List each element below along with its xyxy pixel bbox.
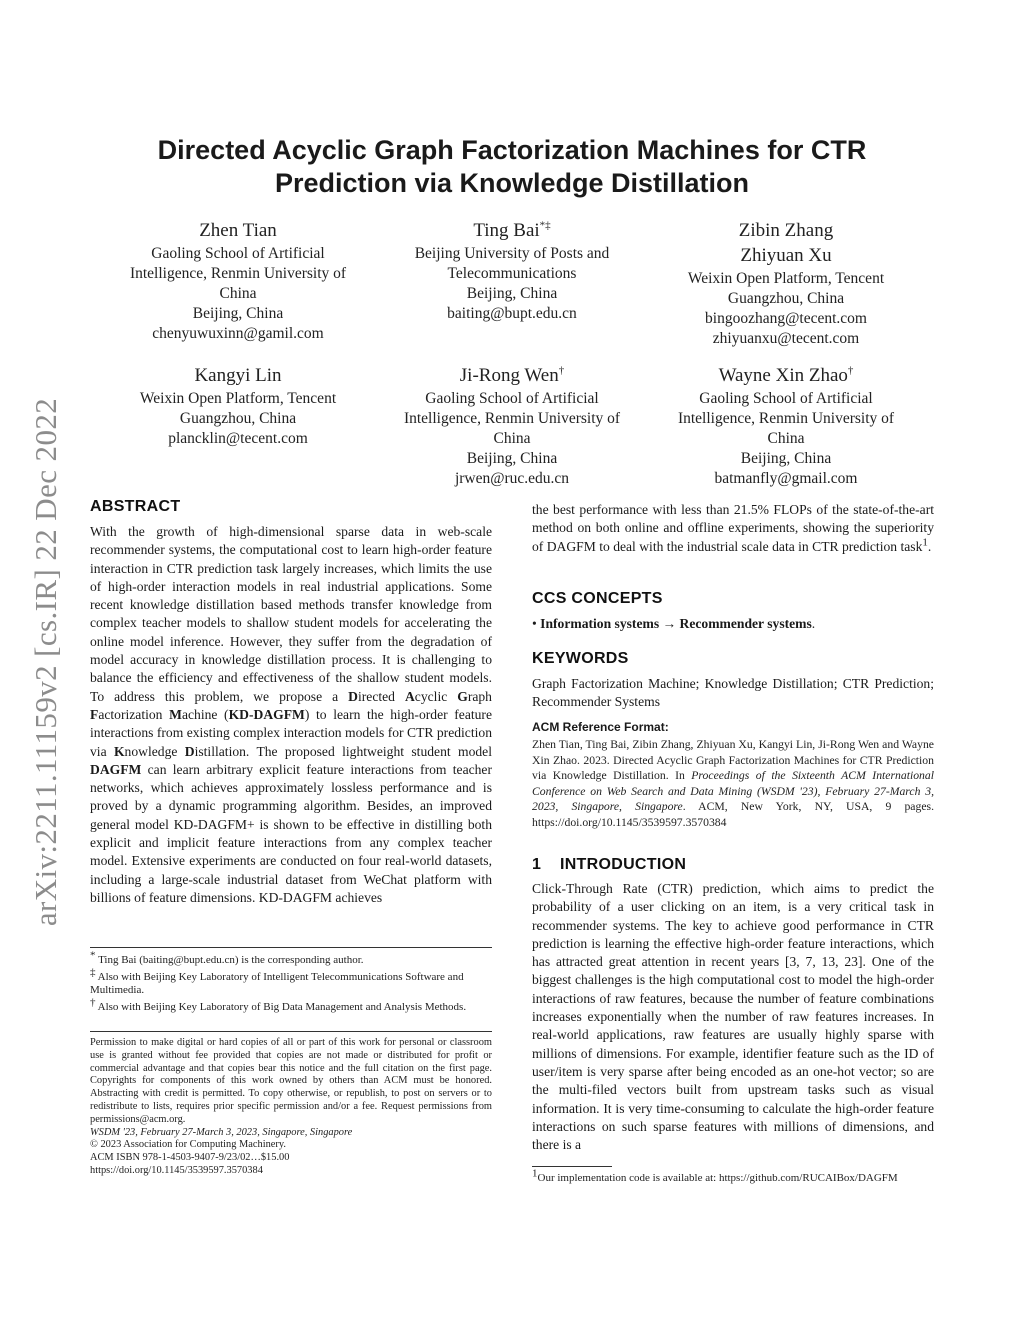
author-affiliation: Weixin Open Platform, Tencent — [687, 270, 885, 287]
author-affiliation: Weixin Open Platform, Tencent — [139, 390, 337, 407]
author-location: Guangzhou, China — [179, 410, 297, 427]
author-affiliation: Intelligence, Renmin University of — [129, 265, 347, 282]
footnote-ref[interactable]: 1 — [922, 536, 928, 549]
abstract-continued: the best performance with less than 21.5% FLOPs of the state-of-the-art method on both online and offline experiments, showing the superiority of DAGFM to deal with the industrial scale data in CTR prediction task$^1$. — [532, 502, 934, 554]
author-block — [652, 364, 920, 489]
author-block — [104, 364, 372, 449]
acm-ref-heading: ACM Reference Format: — [532, 720, 669, 734]
title-line-1: Directed Acyclic Graph Factorization Machines for CTR — [157, 135, 867, 165]
intro-heading — [532, 856, 686, 874]
author-name: Kangyi Lin — [194, 365, 282, 386]
author-email: batmanfly@gmail.com — [714, 470, 858, 487]
footnote-divider — [90, 947, 492, 948]
author-block — [378, 219, 646, 324]
impl-footnote: $^1$Our implementation code is available at: https://github.com/RUCAIBox/DAGFM — [532, 1167, 898, 1184]
author-name: Zibin Zhang — [738, 220, 834, 241]
author-email: jrwen@ruc.edu.cn — [454, 470, 570, 487]
author-affiliation: Telecommunications — [447, 265, 577, 282]
footnote-divider — [532, 1166, 612, 1167]
permission-text: Permission to make digital or hard copies of all or part of this work for personal or classroom use is granted without fee provided that copies are not made or distributed for profit or commercial advantage and that copies bear this notice and the full citation on the first page. Copyrights for components of this work owned by others than ACM must be honored. Abstracting with credit is permitted. To copy otherwise, or republish, to post on servers or to redistribute to lists, requires prior specific permission and/or a fee. Request permissions from permissions@acm.org. — [90, 1037, 492, 1125]
permission-block — [90, 1037, 492, 1178]
conference-venue: WSDM '23, February 27-March 3, 2023, Singapore, Singapore — [90, 1126, 353, 1138]
author-location: Beijing, China — [740, 450, 832, 467]
author-name: Zhiyuan Xu — [740, 245, 832, 266]
author-location: Beijing, China — [192, 305, 284, 322]
ccs-concepts: • Information systems → Recommender systems. — [532, 616, 816, 631]
copyright: © 2023 Association for Computing Machinery. — [90, 1139, 286, 1151]
author-email: zhiyuanxu@tecent.com — [712, 330, 860, 347]
footnote-item: † Also with Beijing Key Laboratory of Big Data Management and Analysis Methods. — [90, 995, 467, 1013]
author-name: Zhen Tian — [199, 220, 277, 241]
author-name: Ting Bai — [473, 220, 540, 241]
author-email: plancklin@tecent.com — [168, 430, 308, 447]
author-affiliation: Gaoling School of Artificial — [151, 245, 325, 262]
section-number: 1 — [532, 856, 542, 873]
footnote-item: * Ting Bai (baiting@bupt.edu.cn) is the corresponding author. — [90, 949, 364, 966]
abstract-heading: ABSTRACT — [90, 498, 181, 515]
ccs-heading: CCS CONCEPTS — [532, 590, 663, 607]
author-affiliation: Intelligence, Renmin University of — [403, 410, 621, 427]
author-email: baiting@bupt.edu.cn — [447, 305, 577, 322]
author-affiliation: Gaoling School of Artificial — [425, 390, 599, 407]
title-line-2: Prediction via Knowledge Distillation — [274, 168, 750, 198]
keywords-text: Graph Factorization Machine; Knowledge Distillation; CTR Prediction; Recommender Systems — [532, 676, 934, 710]
arxiv-identifier: arXiv:2211.11159v2 [cs.IR] 22 Dec 2022 — [28, 397, 63, 927]
abstract-text: With the growth of high-dimensional sparse data in web-scale recommender systems, the computational cost to learn high-order feature interaction in CTR prediction task largely increases, which limits the use of high-order interaction models in real industrial applications. Some recent knowledge distillation based methods transfer knowledge from complex teacher models to shallow student models for accelerating the online model inference. However, they suffer from the degradation of model accuracy in knowledge distillation process. It is challenging to balance the efficiency and effectiveness of the shallow student models. To address this problem, we propose a Directed Acyclic Graph Factorization Machine (KD-DAGFM) to learn the high-order feature interactions from existing complex interaction models for CTR prediction via Knowledge Distillation. The proposed lightweight student model DAGFM can learn arbitrary explicit feature interactions from teacher networks, which achieves approximately lossless performance and is proved by a dynamic programming algorithm. Besides, an improved general model KD-DAGFM+ is shown to be effective in distilling both explicit and implicit feature interactions from any complex teacher model. Extensive experiments are conducted on four real-world datasets, including a large-scale industrial dataset from WeChat platform with billions of feature dimensions. KD-DAGFM achieves — [90, 524, 492, 905]
author-footnote-mark: † — [558, 364, 565, 377]
section-title: INTRODUCTION — [559, 856, 687, 873]
author-email: chenyuwuxinn@gamil.com — [152, 325, 324, 342]
doi-link[interactable]: https://doi.org/10.1145/3539597.3570384 — [90, 1164, 263, 1176]
intro-text: Click-Through Rate (CTR) prediction, which aims to predict the probability of a user clicking on an item, is a very critical task in recommender systems. The key to achieve good performance in CTR prediction is learning the effective high-order feature interactions, which has attracted great attention in recent years [3, 7, 13, 23]. One of the biggest challenges is the high computational cost to model the high-order interactions of raw features, because the number of feature combinations increases exponentially when the number of raw features increases. In real-world applications, raw features are usually highly sparse with millions of dimensions. For example, identifier feature such as the ID of user/item is very sparse after being encoded as an one-hot vector; so are the multi-filed vectors built from upstream tasks such as visual information. It is very time-consuming to calculate the high-order feature interactions on such sparse features with millions of dimensions, and there is a — [532, 881, 934, 1153]
author-name: Wayne Xin Zhao — [718, 365, 848, 386]
paper-title — [100, 134, 924, 200]
author-affiliation: China — [219, 285, 257, 302]
author-name: Ji-Rong Wen — [459, 365, 559, 386]
author-footnotes — [90, 949, 492, 1014]
keywords-heading: KEYWORDS — [532, 650, 629, 667]
author-affiliation: Beijing University of Posts and — [414, 245, 610, 262]
author-block — [652, 219, 920, 349]
footnote-item: ‡ Also with Beijing Key Laboratory of Intelligent Telecommunications Software and Multimedia. — [90, 965, 464, 996]
author-block — [378, 364, 646, 489]
author-affiliation: Intelligence, Renmin University of — [677, 410, 895, 427]
author-location: Beijing, China — [466, 285, 558, 302]
isbn: ACM ISBN 978-1-4503-9407-9/23/02…$15.00 — [90, 1152, 290, 1164]
author-location: Beijing, China — [466, 450, 558, 467]
author-affiliation: Gaoling School of Artificial — [699, 390, 873, 407]
author-affiliation: China — [493, 430, 531, 447]
permission-divider — [90, 1031, 492, 1032]
acm-ref-text: Zhen Tian, Ting Bai, Zibin Zhang, Zhiyuan Xu, Kangyi Lin, Ji-Rong Wen and Wayne Xin Zhao. 2023. Directed Acyclic Graph Factorization Machines for CTR Prediction via Knowledge Distillation. In Proceedings of the Sixteenth ACM International Conference on Web Search and Data Mining (WSDM '23), February 27-March 3, 2023, Singapore, Singapore. ACM, New York, NY, USA, 9 pages. https://doi.org/10.1145/3539597.3570384 — [532, 738, 934, 829]
code-link[interactable]: Our implementation code is available at: https://github.com/RUCAIBox/DAGFM — [537, 1172, 898, 1184]
author-affiliation: China — [767, 430, 805, 447]
author-location: Guangzhou, China — [727, 290, 845, 307]
author-block — [104, 219, 372, 344]
author-footnote-mark: *‡ — [539, 219, 551, 232]
author-footnote-mark: † — [847, 364, 854, 377]
author-email: bingoozhang@tecent.com — [705, 310, 867, 327]
